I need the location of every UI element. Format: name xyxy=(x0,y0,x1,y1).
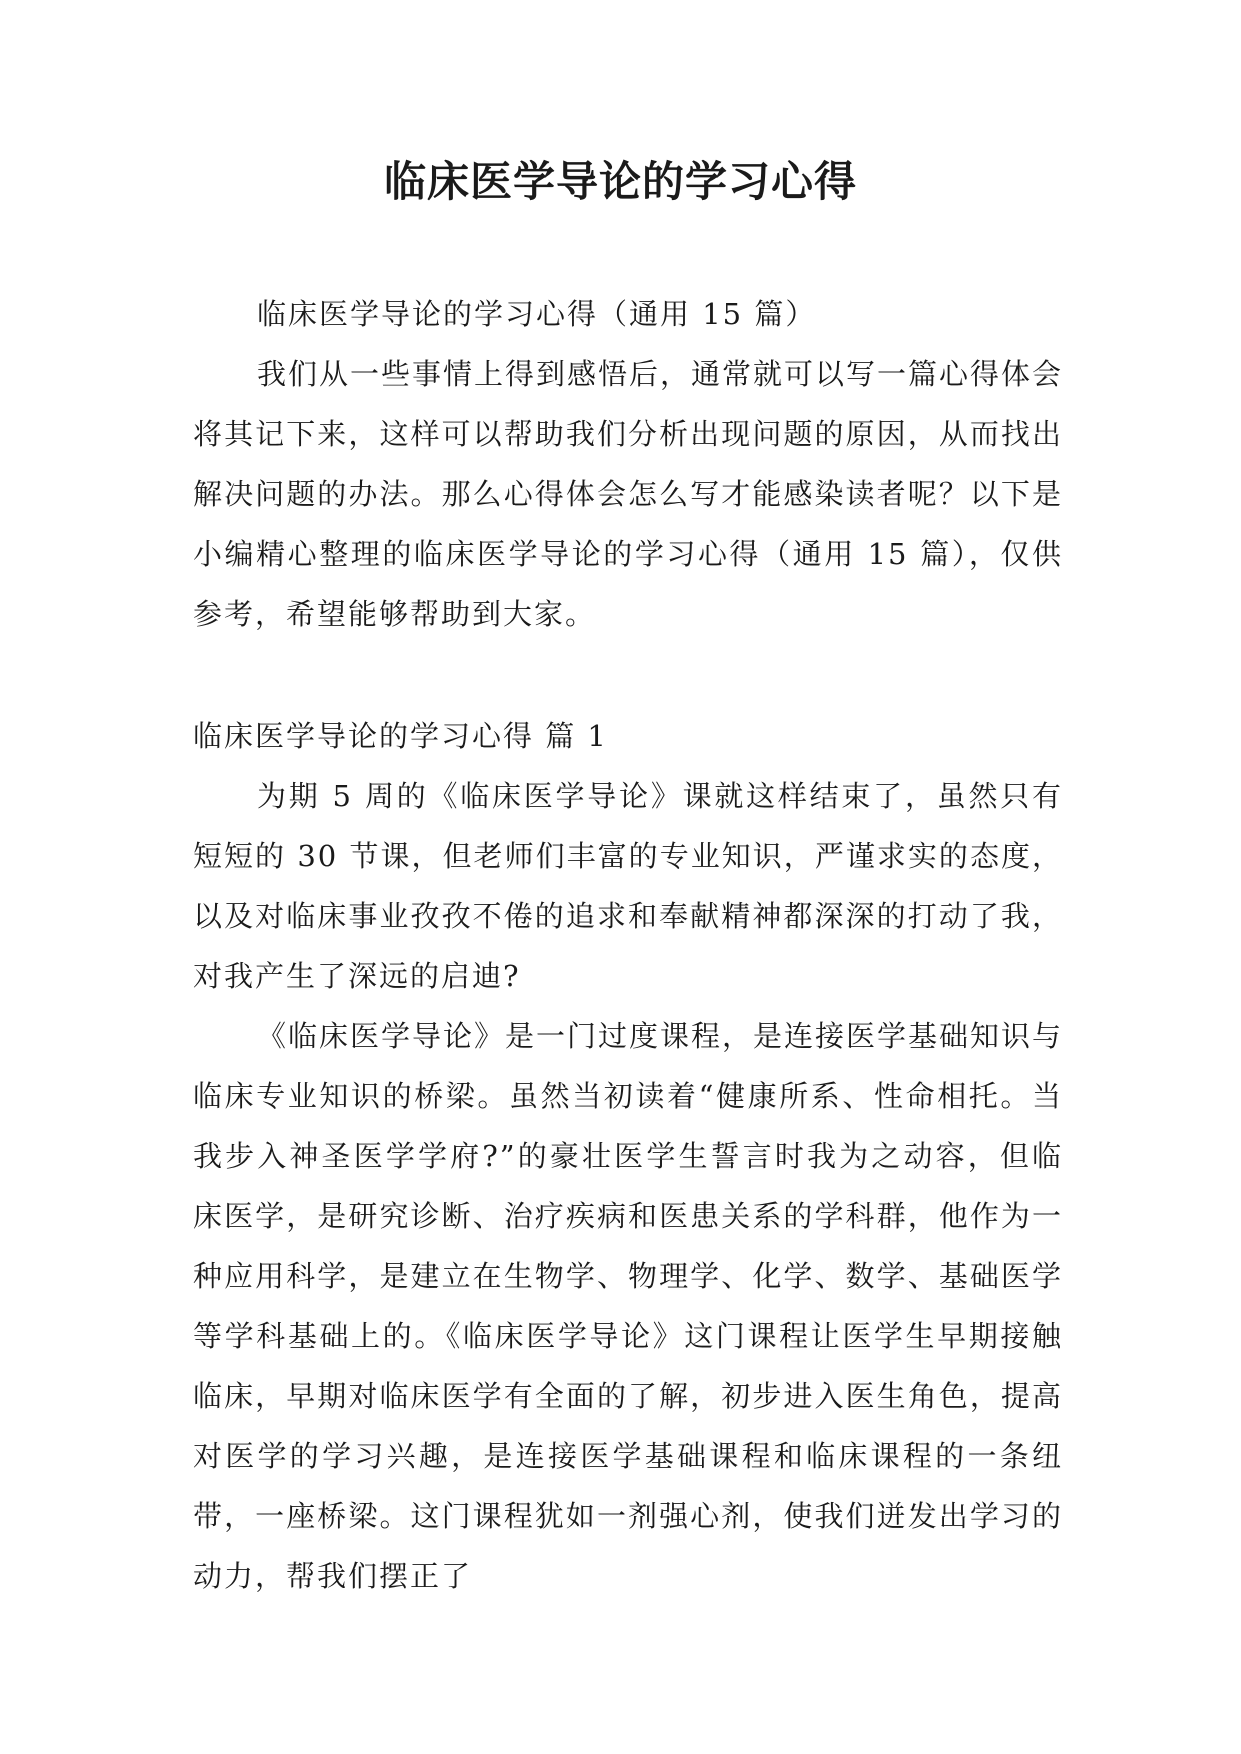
body-paragraph-1: 为期 5 周的《临床医学导论》课就这样结束了，虽然只有短短的 30 节课，但老师们丰富的专业知识，严谨求实的态度，以及对临床事业孜孜不倦的追求和奉献精神都深深的打动了我，对我产生了深远的启迪? xyxy=(193,779,1063,993)
document-body xyxy=(193,284,1063,1606)
document-subtitle: 临床医学导论的学习心得（通用 15 篇） xyxy=(257,297,817,331)
body-paragraph-2: 《临床医学导论》是一门过度课程，是连接医学基础知识与临床专业知识的桥梁。虽然当初读着“健康所系、性命相托。当我步入神圣医学学府?”的豪壮医学生誓言时我为之动容，但临床医学，是研究诊断、治疗疾病和医患关系的学科群，他作为一种应用科学，是建立在生物学、物理学、化学、数学、基础医学等学科基础上的。《临床医学导论》这门课程让医学生早期接触临床，早期对临床医学有全面的了解，初步进入医生角色，提高对医学的学习兴趣，是连接医学基础课程和临床课程的一条纽带，一座桥梁。这门课程犹如一剂强心剂，使我们迸发出学习的动力，帮我们摆正了 xyxy=(193,1019,1064,1593)
section-heading: 临床医学导论的学习心得 篇 1 xyxy=(193,719,608,753)
document-title: 临床医学导论的学习心得 xyxy=(383,157,857,206)
intro-paragraph: 我们从一些事情上得到感悟后，通常就可以写一篇心得体会将其记下来，这样可以帮助我们分析出现问题的原因，从而找出解决问题的办法。那么心得体会怎么写才能感染读者呢？以下是小编精心整理的临床医学导论的学习心得（通用 15 篇），仅供参考，希望能够帮助到大家。 xyxy=(193,357,1064,631)
